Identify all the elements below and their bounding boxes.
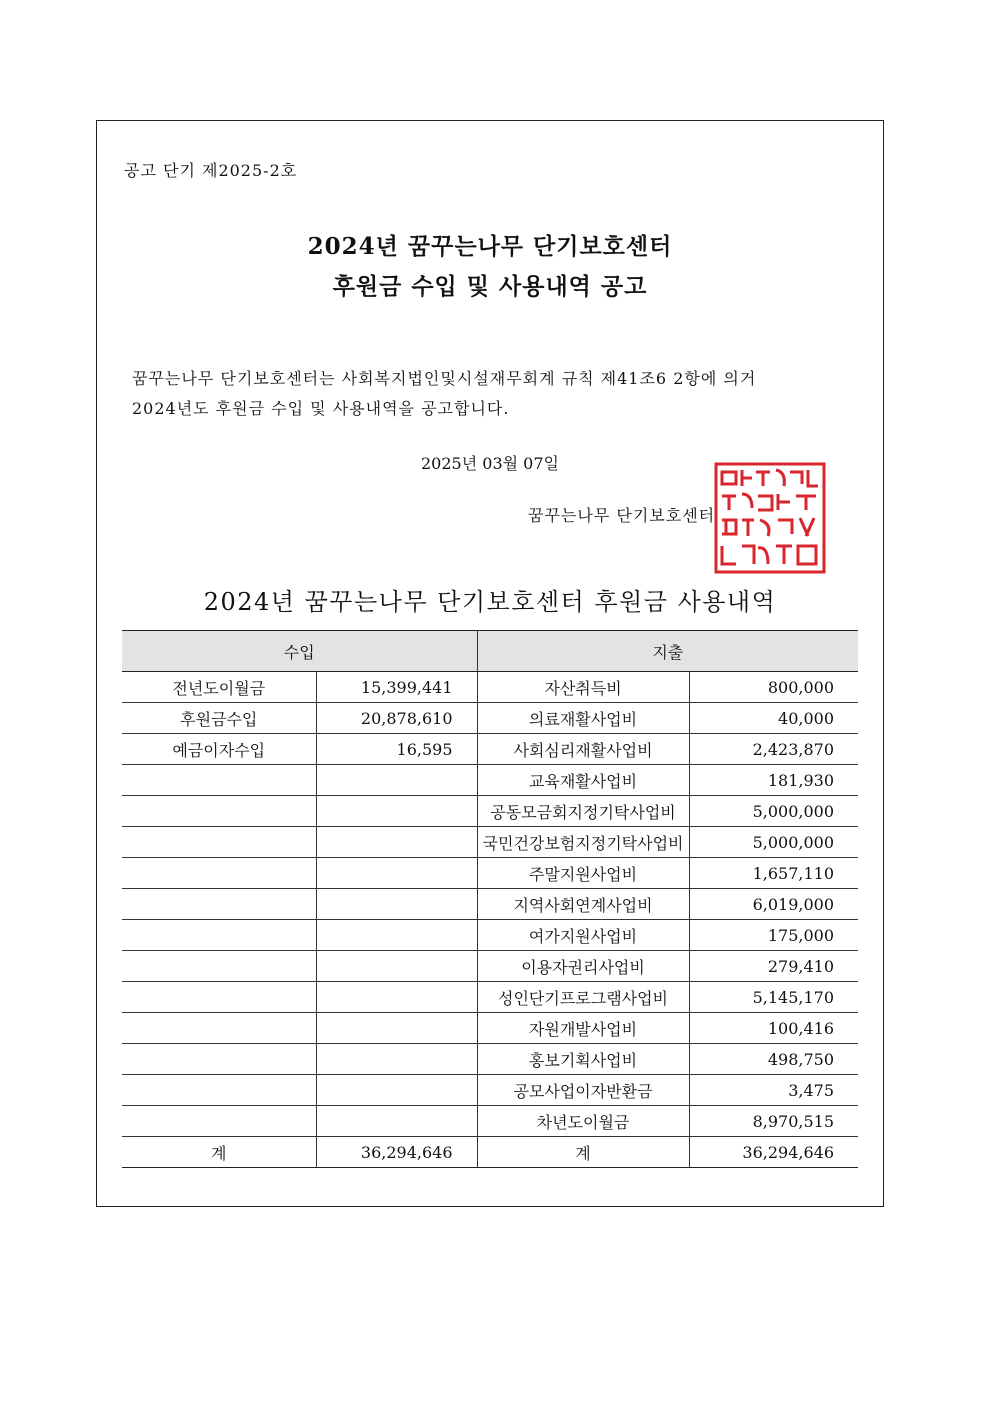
- table-row: [122, 1106, 858, 1137]
- expense-label-cell: 공동모금회지정기탁사업비: [477, 796, 689, 827]
- expense-amount-cell: 40,000: [689, 703, 858, 734]
- income-amount-cell: [316, 982, 477, 1013]
- income-label-cell: [122, 889, 316, 920]
- income-total-amount: 36,294,646: [316, 1137, 477, 1168]
- title-line-1: 2024년 꿈꾸는나무 단기보호센터: [307, 233, 673, 260]
- income-label-cell: [122, 858, 316, 889]
- income-amount-cell: [316, 1013, 477, 1044]
- income-amount-cell: [316, 827, 477, 858]
- income-label-cell: 예금이자수입: [122, 734, 316, 765]
- income-label-cell: [122, 1013, 316, 1044]
- table-row: [122, 982, 858, 1013]
- table-row: [122, 1075, 858, 1106]
- official-seal-icon: [714, 462, 826, 574]
- income-amount-cell: 15,399,441: [316, 672, 477, 703]
- expense-label-cell: 공모사업이자반환금: [477, 1075, 689, 1106]
- expense-amount-cell: 8,970,515: [689, 1106, 858, 1137]
- income-label-cell: [122, 827, 316, 858]
- expense-label-cell: 여가지원사업비: [477, 920, 689, 951]
- table-row: [122, 827, 858, 858]
- expense-label-cell: 성인단기프로그램사업비: [477, 982, 689, 1013]
- income-amount-cell: [316, 1075, 477, 1106]
- expense-amount-cell: 181,930: [689, 765, 858, 796]
- table-row: [122, 951, 858, 982]
- expense-label-cell: 자산취득비: [477, 672, 689, 703]
- income-amount-cell: [316, 1106, 477, 1137]
- expense-amount-cell: 5,145,170: [689, 982, 858, 1013]
- expense-amount-cell: 100,416: [689, 1013, 858, 1044]
- expense-label-cell: 주말지원사업비: [477, 858, 689, 889]
- body-line-2: 2024년도 후원금 수입 및 사용내역을 공고합니다.: [132, 399, 510, 418]
- donation-usage-table: [122, 630, 858, 1168]
- expense-label-cell: 자원개발사업비: [477, 1013, 689, 1044]
- total-row: [122, 1137, 858, 1168]
- table-row: [122, 858, 858, 889]
- expense-amount-cell: 3,475: [689, 1075, 858, 1106]
- expense-label-cell: 홍보기획사업비: [477, 1044, 689, 1075]
- expense-header: 지출: [477, 631, 858, 672]
- income-amount-cell: 16,595: [316, 734, 477, 765]
- income-label-cell: 후원금수입: [122, 703, 316, 734]
- income-label-cell: [122, 1106, 316, 1137]
- income-label-cell: [122, 1044, 316, 1075]
- income-label-cell: [122, 920, 316, 951]
- expense-amount-cell: 279,410: [689, 951, 858, 982]
- expense-label-cell: 지역사회연계사업비: [477, 889, 689, 920]
- table-row: [122, 889, 858, 920]
- expense-amount-cell: 498,750: [689, 1044, 858, 1075]
- expense-amount-cell: 2,423,870: [689, 734, 858, 765]
- expense-amount-cell: 5,000,000: [689, 796, 858, 827]
- income-total-label: 계: [122, 1137, 316, 1168]
- expense-amount-cell: 6,019,000: [689, 889, 858, 920]
- table-row: [122, 1013, 858, 1044]
- income-label-cell: [122, 1075, 316, 1106]
- income-amount-cell: [316, 951, 477, 982]
- table-row: [122, 703, 858, 734]
- title-line-2: 후원금 수입 및 사용내역 공고: [332, 273, 648, 300]
- income-label-cell: [122, 796, 316, 827]
- income-header: 수입: [122, 631, 477, 672]
- expense-amount-cell: 800,000: [689, 672, 858, 703]
- table-row: [122, 672, 858, 703]
- expense-label-cell: 의료재활사업비: [477, 703, 689, 734]
- expense-amount-cell: 5,000,000: [689, 827, 858, 858]
- expense-label-cell: 교육재활사업비: [477, 765, 689, 796]
- income-label-cell: 전년도이월금: [122, 672, 316, 703]
- expense-label-cell: 이용자권리사업비: [477, 951, 689, 982]
- income-label-cell: [122, 951, 316, 982]
- table-row: [122, 1044, 858, 1075]
- income-amount-cell: 20,878,610: [316, 703, 477, 734]
- table-row: [122, 920, 858, 951]
- income-amount-cell: [316, 858, 477, 889]
- expense-label-cell: 국민건강보험지정기탁사업비: [477, 827, 689, 858]
- expense-amount-cell: 175,000: [689, 920, 858, 951]
- income-amount-cell: [316, 889, 477, 920]
- organization-name: 꿈꾸는나무 단기보호센터: [528, 506, 716, 525]
- table-subtitle: 2024년 꿈꾸는나무 단기보호센터 후원금 사용내역: [203, 588, 777, 616]
- table-row: [122, 796, 858, 827]
- income-amount-cell: [316, 920, 477, 951]
- table-row: [122, 734, 858, 765]
- income-amount-cell: [316, 1044, 477, 1075]
- expense-total-label: 계: [477, 1137, 689, 1168]
- notice-number: 공고 단기 제2025-2호: [124, 161, 298, 180]
- expense-label-cell: 사회심리재활사업비: [477, 734, 689, 765]
- expense-amount-cell: 1,657,110: [689, 858, 858, 889]
- table-header-row: [122, 631, 858, 672]
- income-amount-cell: [316, 796, 477, 827]
- expense-total-amount: 36,294,646: [689, 1137, 858, 1168]
- notice-date: 2025년 03월 07일: [421, 454, 559, 473]
- income-amount-cell: [316, 765, 477, 796]
- income-label-cell: [122, 765, 316, 796]
- table-row: [122, 765, 858, 796]
- income-label-cell: [122, 982, 316, 1013]
- body-line-1: 꿈꾸는나무 단기보호센터는 사회복지법인및시설재무회계 규칙 제41조6 2항에 의거: [132, 369, 757, 388]
- expense-label-cell: 차년도이월금: [477, 1106, 689, 1137]
